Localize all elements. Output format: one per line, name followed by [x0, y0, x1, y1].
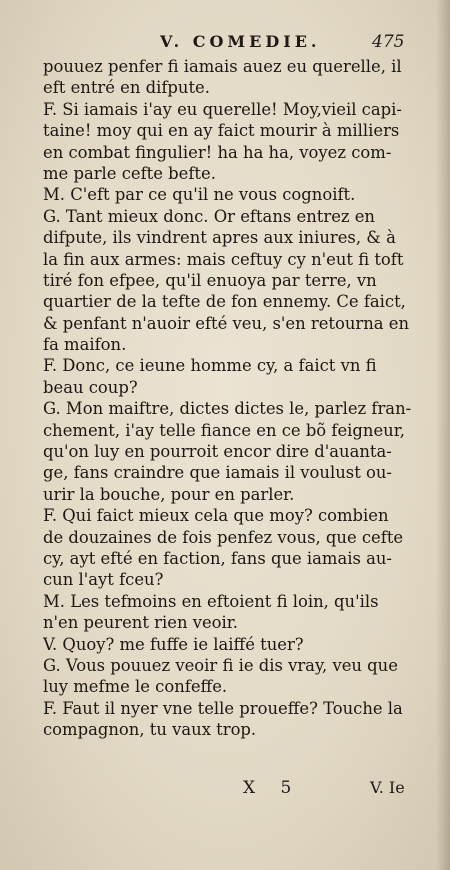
text-line: urir la bouche, pour en parler. [43, 484, 295, 504]
page-footer [0, 778, 450, 802]
text-line: & penfant n'auoir efté veu, s'en retourna en [43, 313, 410, 333]
text-line: fa maifon. [43, 335, 127, 355]
signature-mark: X 5 [243, 778, 302, 798]
text-line: difpute, ils vindrent apres aux iniures, & à [43, 228, 396, 248]
running-head [0, 32, 450, 52]
page-number: 475 [372, 32, 405, 52]
text-line: M. C'eft par ce qu'il ne vous cognoift. [43, 185, 356, 205]
text-line: cun l'ayt fceu? [43, 570, 164, 590]
page-edge-shadow [436, 0, 450, 870]
text-line: luy mefme le confeffe. [43, 677, 228, 697]
text-line: eft entré en difpute. [43, 78, 210, 98]
text-line: de douzaines de fois penfez vous, que cefte [43, 527, 404, 547]
text-line: quartier de la tefte de fon ennemy. Ce faict, [43, 292, 406, 312]
text-line: F. Qui faict mieux cela que moy? combien [43, 506, 389, 526]
running-title: V. COMEDIE. [160, 32, 321, 51]
text-line: G. Mon maiftre, dictes dictes le, parlez fran- [43, 399, 412, 419]
text-line: n'en peurent rien veoir. [43, 613, 239, 633]
text-line: qu'on luy en pourroit encor dire d'auanta- [43, 442, 392, 462]
text-line: V. Quoy? me fuffe ie laiffé tuer? [43, 634, 304, 654]
text-line: compagnon, tu vaux trop. [43, 720, 257, 740]
text-line: F. Faut il nyer vne telle proueffe? Touche la [43, 698, 403, 718]
text-line: M. Les tefmoins en eftoient fi loin, qu'ils [43, 591, 379, 611]
text-line: ge, fans craindre que iamais il voulust ou- [43, 463, 392, 483]
text-line: taine! moy qui en ay faict mourir à milliers [43, 121, 400, 141]
text-line: beau coup? [43, 377, 138, 397]
text-line: F. Donc, ce ieune homme cy, a faict vn fi [43, 356, 377, 376]
text-line: en combat fingulier! ha ha ha, voyez com- [43, 142, 392, 162]
text-line: la fin aux armes: mais ceftuy cy n'eut fi toft [43, 249, 404, 269]
catchword: V. Ie [370, 778, 405, 797]
text-line: F. Si iamais i'ay eu querelle! Moy,vieil capi- [43, 99, 402, 119]
text-line: pouuez penfer fi iamais auez eu querelle, il [43, 57, 402, 76]
text-line: G. Vous pouuez veoir fi ie dis vray, veu que [43, 655, 398, 675]
text-line: tiré fon efpee, qu'il enuoya par terre, vn [43, 270, 377, 290]
body-text [43, 56, 425, 741]
text-line: chement, i'ay telle fiance en ce bõ feigneur, [43, 420, 405, 440]
text-line: cy, ayt efté en faction, fans que iamais au- [43, 548, 392, 568]
text-line: G. Tant mieux donc. Or eftans entrez en [43, 206, 375, 226]
text-line: me parle cefte befte. [43, 163, 216, 183]
